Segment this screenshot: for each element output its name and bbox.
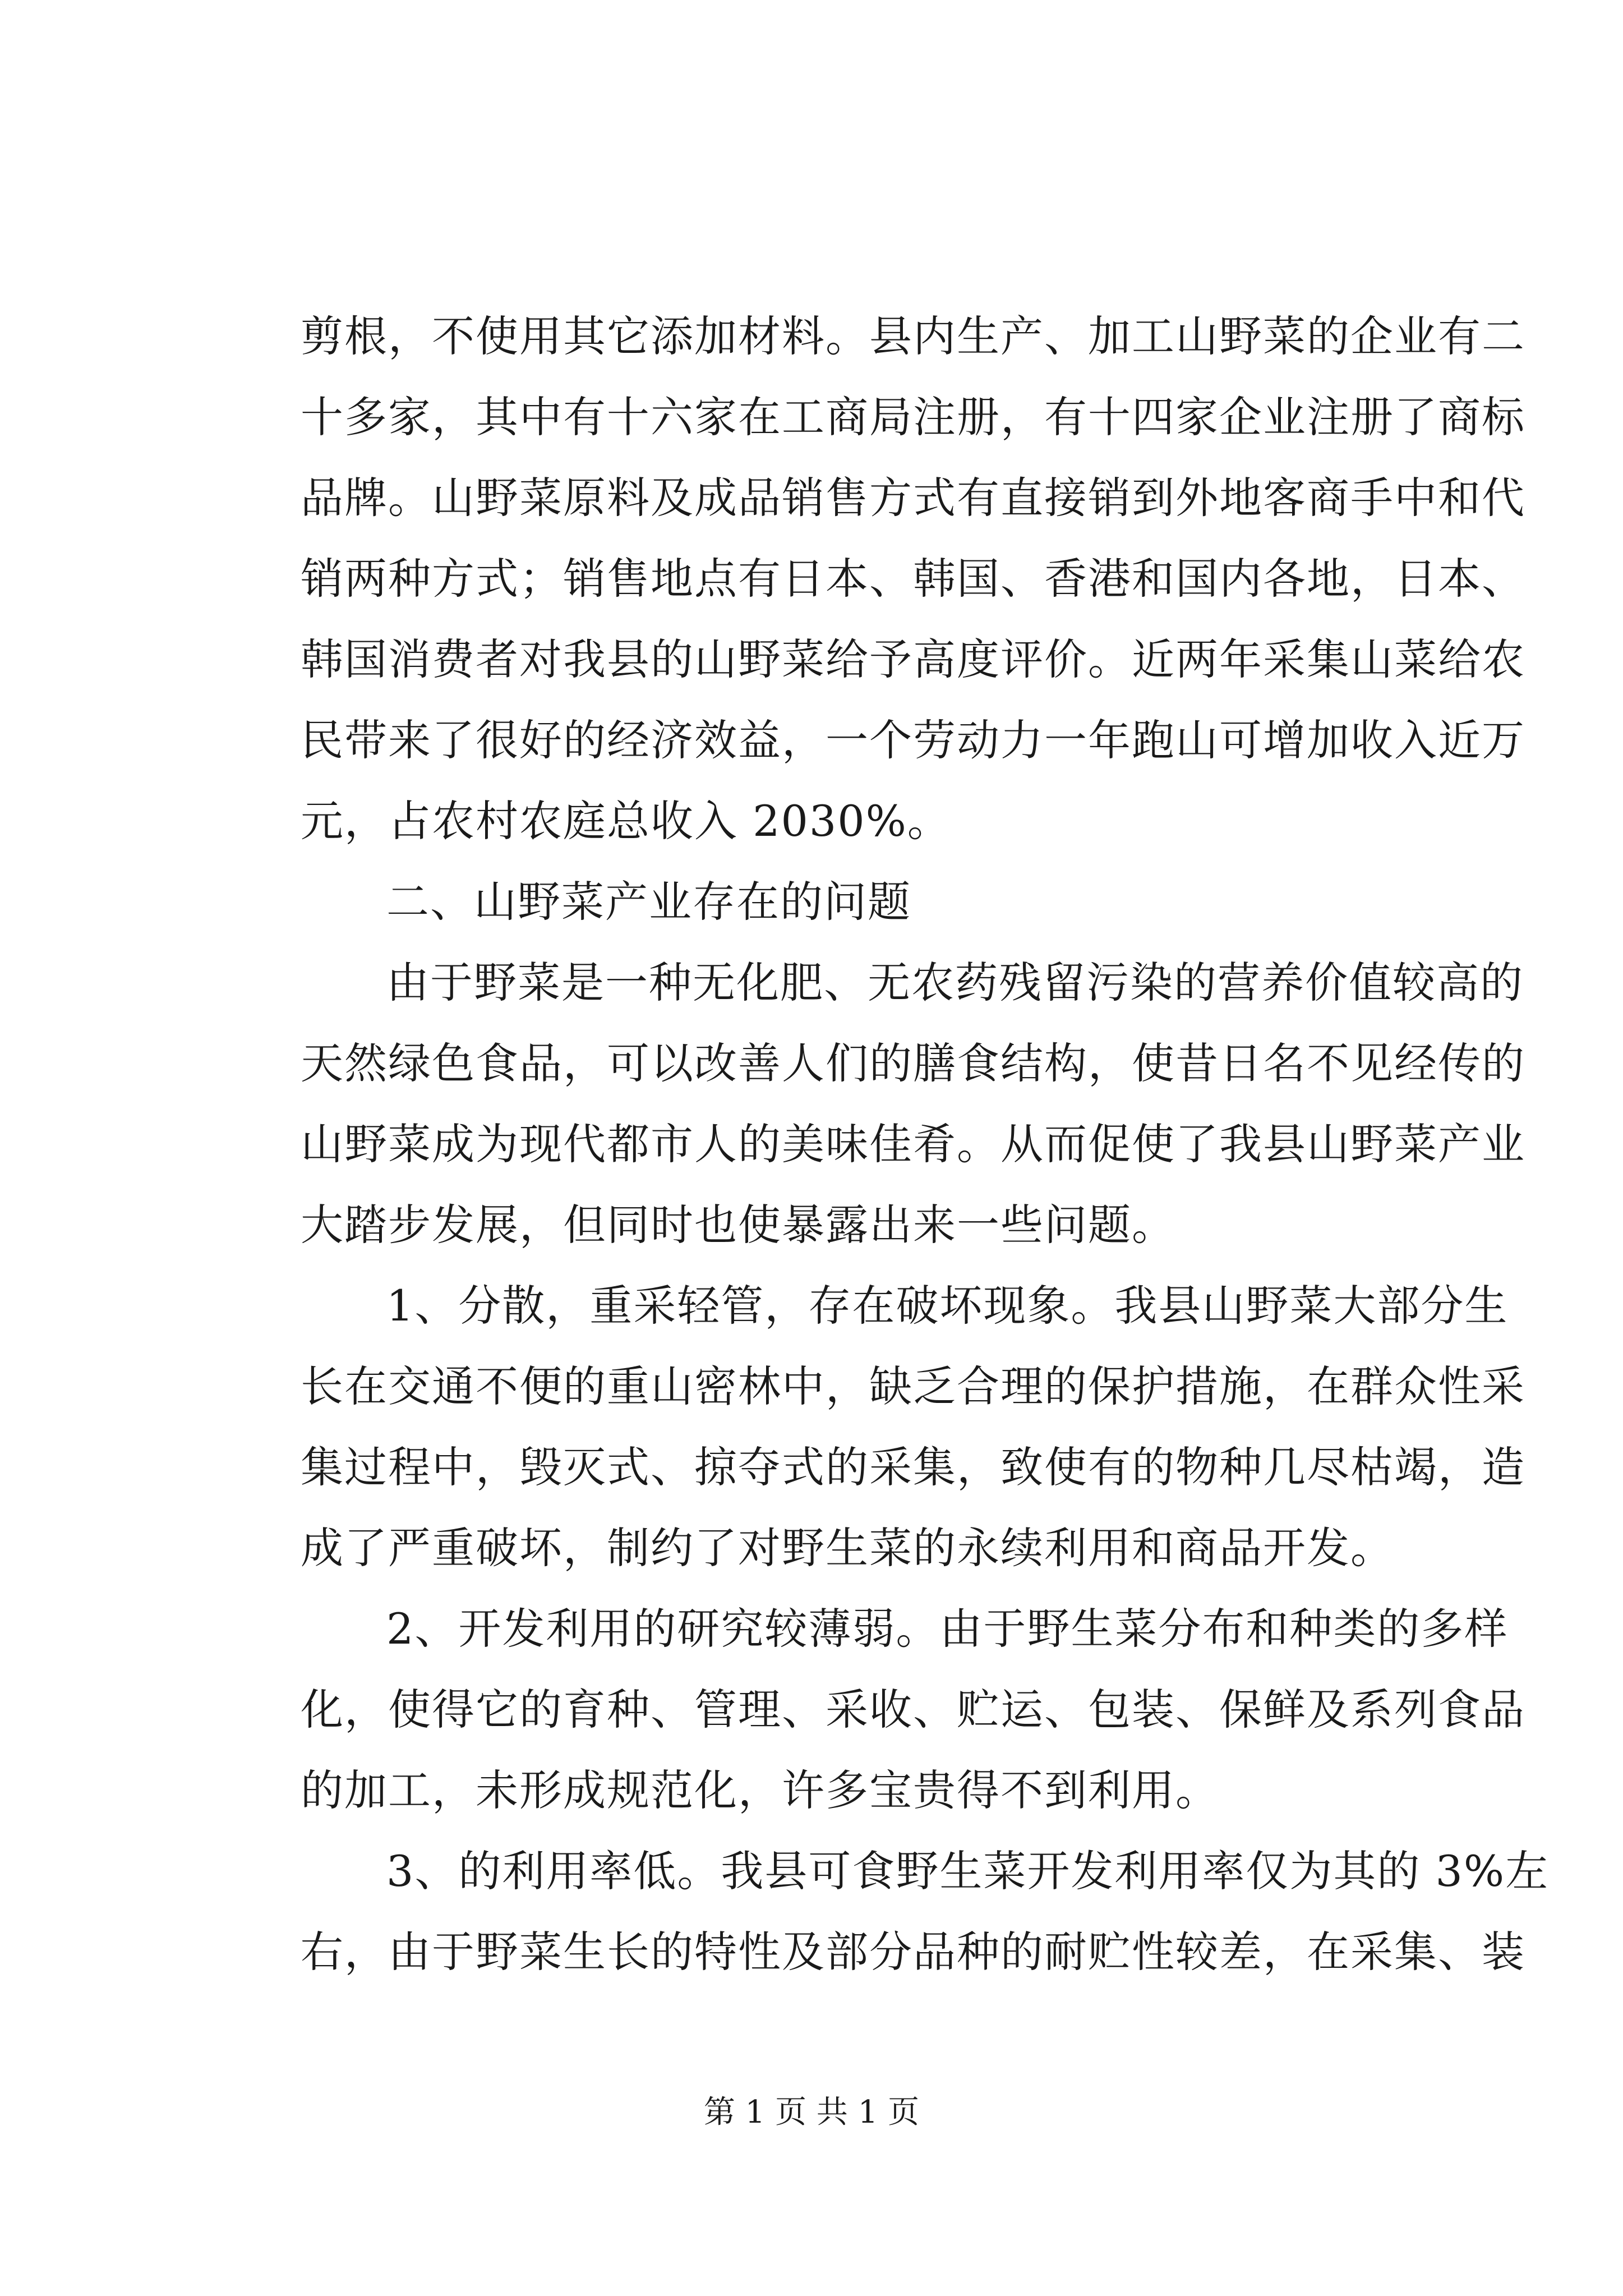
text-line: 长在交通不便的重山密林中，缺乏合理的保护措施，在群众性采 <box>301 1361 1525 1411</box>
text-line: 集过程中，毁灭式、掠夺式的采集，致使有的物种几尽枯竭，造 <box>301 1442 1525 1492</box>
text-line: 2、开发利用的研究较薄弱。由于野生菜分布和种类的多样 <box>386 1604 1509 1654</box>
text-line: 剪根，不使用其它添加材料。县内生产、加工山野菜的企业有二 <box>301 311 1525 361</box>
text-line: 右，由于野菜生长的特性及部分品种的耐贮性较差，在采集、装 <box>301 1927 1525 1977</box>
text-line: 品牌。山野菜原料及成品销售方式有直接销到外地客商手中和代 <box>301 473 1525 523</box>
text-line: 韩国消费者对我县的山野菜给予高度评价。近两年采集山菜给农 <box>301 634 1525 684</box>
text-line: 十多家，其中有十六家在工商局注册，有十四家企业注册了商标 <box>301 392 1525 442</box>
text-line: 3、的利用率低。我县可食野生菜开发利用率仅为其的 3%左 <box>386 1846 1550 1896</box>
text-line: 民带来了很好的经济效益，一个劳动力一年跑山可增加收入近万 <box>301 715 1525 765</box>
document-body <box>301 296 1550 1993</box>
page-footer: 第 1 页 共 1 页 <box>703 2094 920 2131</box>
text-line: 二、山野菜产业存在的问题 <box>386 877 911 927</box>
text-line: 由于野菜是一种无化肥、无农药残留污染的营养价值较高的 <box>386 958 1524 1007</box>
text-line: 1、分散，重采轻管，存在破坏现象。我县山野菜大部分生 <box>386 1281 1509 1331</box>
text-line: 的加工，未形成规范化，许多宝贵得不到利用。 <box>301 1765 1219 1815</box>
text-line: 成了严重破坏，制约了对野生菜的永续利用和商品开发。 <box>301 1523 1394 1573</box>
text-line: 大踏步发展，但同时也使暴露出来一些问题。 <box>301 1200 1175 1250</box>
text-line: 销两种方式；销售地点有日本、韩国、香港和国内各地，日本、 <box>301 554 1525 604</box>
text-line: 元，占农村农庭总收入 2030%。 <box>301 796 951 846</box>
text-line: 天然绿色食品，可以改善人们的膳食结构，使昔日名不见经传的 <box>301 1038 1525 1088</box>
text-line: 山野菜成为现代都市人的美味佳肴。从而促使了我县山野菜产业 <box>301 1119 1525 1169</box>
text-line: 化，使得它的育种、管理、采收、贮运、包装、保鲜及系列食品 <box>301 1685 1525 1734</box>
